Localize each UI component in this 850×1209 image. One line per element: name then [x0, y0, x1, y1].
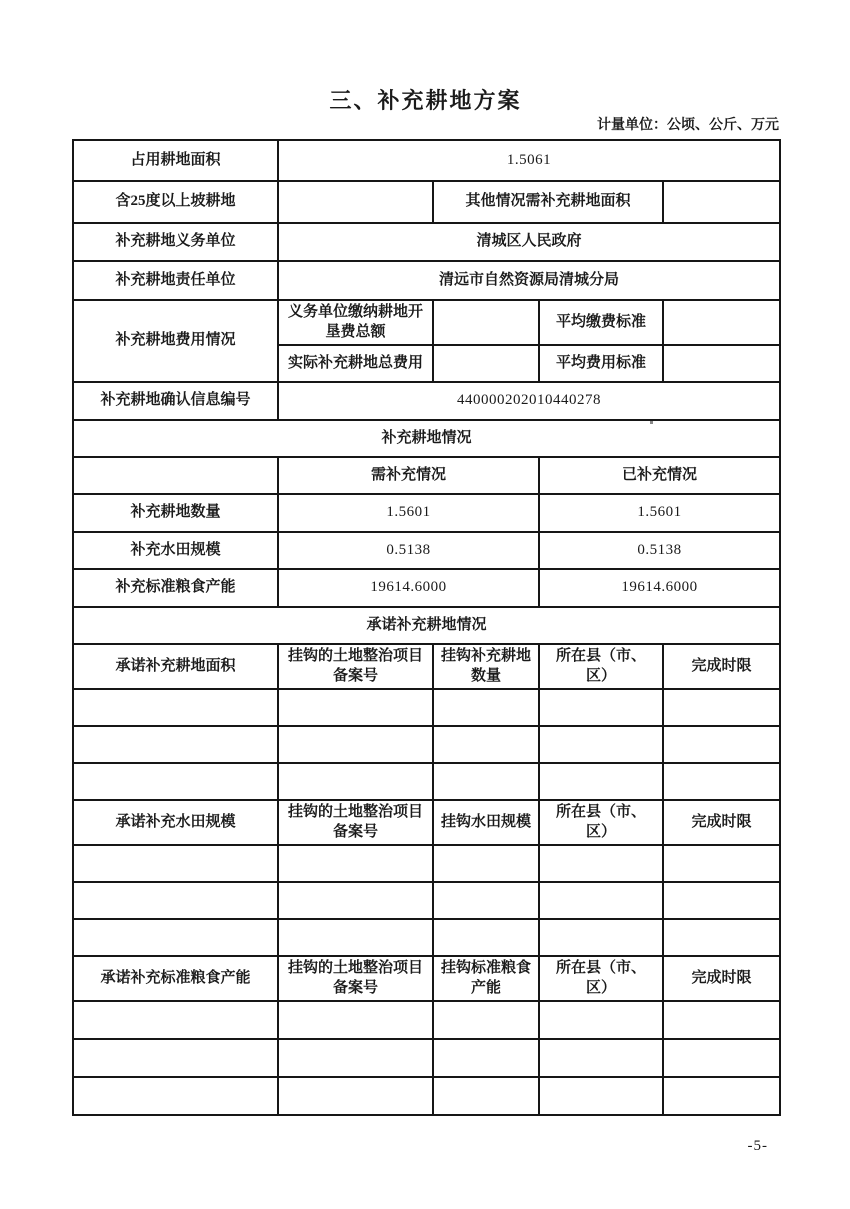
empty-cell — [73, 457, 278, 494]
empty-cell — [433, 919, 539, 956]
empty-cell — [433, 882, 539, 919]
table-row — [73, 140, 780, 181]
table-row — [73, 223, 780, 261]
empty-cell — [539, 689, 663, 726]
other-area-label: 其他情况需补充耕地面积 — [433, 181, 663, 223]
empty-cell — [433, 1077, 539, 1115]
occupied-area-value: 1.5061 — [278, 140, 780, 181]
table-row — [73, 726, 780, 763]
deadline-header: 完成时限 — [663, 800, 780, 845]
table-row — [73, 882, 780, 919]
table-row — [73, 919, 780, 956]
county-header: 所在县（市、区） — [539, 800, 663, 845]
empty-cell — [73, 1001, 278, 1039]
table-row — [73, 300, 780, 345]
obligation-unit-value: 清城区人民政府 — [278, 223, 780, 261]
county-header: 所在县（市、区） — [539, 956, 663, 1001]
linked-grain-capacity-header: 挂钩标准粮食产能 — [433, 956, 539, 1001]
empty-cell — [433, 845, 539, 882]
empty-cell — [539, 1039, 663, 1077]
actual-fee-total-value-cell — [433, 345, 539, 382]
empty-cell — [278, 882, 433, 919]
land-quantity-label: 补充耕地数量 — [73, 494, 278, 532]
empty-cell — [539, 919, 663, 956]
slope-land-label: 含25度以上坡耕地 — [73, 181, 278, 223]
avg-cost-standard-label: 平均费用标准 — [539, 345, 663, 382]
paddy-scale-done-value: 0.5138 — [539, 532, 780, 569]
done-supplement-header: 已补充情况 — [539, 457, 780, 494]
fee-section-label: 补充耕地费用情况 — [73, 300, 278, 382]
deadline-header: 完成时限 — [663, 644, 780, 689]
table-row — [73, 382, 780, 420]
empty-cell — [539, 882, 663, 919]
table-row — [73, 800, 780, 845]
empty-cell — [73, 763, 278, 800]
confirmation-number-value: 440000202010440278 — [278, 382, 780, 420]
empty-cell — [73, 689, 278, 726]
paddy-scale-need-value: 0.5138 — [278, 532, 539, 569]
empty-cell — [539, 1001, 663, 1039]
commitment-grain-label: 承诺补充标准粮食产能 — [73, 956, 278, 1001]
table-row — [73, 181, 780, 223]
land-quantity-done-value: 1.5601 — [539, 494, 780, 532]
table-row — [73, 1039, 780, 1077]
table-row — [73, 494, 780, 532]
empty-cell — [73, 726, 278, 763]
empty-cell — [73, 1077, 278, 1115]
empty-cell — [73, 845, 278, 882]
paddy-scale-label: 补充水田规模 — [73, 532, 278, 569]
confirmation-number-label: 补充耕地确认信息编号 — [73, 382, 278, 420]
empty-cell — [539, 1077, 663, 1115]
responsible-unit-label: 补充耕地责任单位 — [73, 261, 278, 300]
empty-cell — [278, 726, 433, 763]
need-supplement-header: 需补充情况 — [278, 457, 539, 494]
supplementary-land-form-table — [72, 139, 781, 1116]
empty-cell — [663, 845, 780, 882]
empty-cell — [539, 845, 663, 882]
commitment-section-header: 承诺补充耕地情况 — [73, 607, 780, 644]
empty-cell — [539, 726, 663, 763]
avg-payment-standard-value-cell — [663, 300, 780, 345]
empty-cell — [663, 689, 780, 726]
county-header: 所在县（市、区） — [539, 644, 663, 689]
slope-land-value-cell — [278, 181, 433, 223]
empty-cell — [663, 1001, 780, 1039]
empty-cell — [73, 919, 278, 956]
table-row — [73, 956, 780, 1001]
empty-cell — [73, 1039, 278, 1077]
other-area-value-cell — [663, 181, 780, 223]
empty-cell — [278, 919, 433, 956]
actual-fee-total-label: 实际补充耕地总费用 — [278, 345, 433, 382]
table-row — [73, 420, 780, 457]
fee-paid-total-value-cell — [433, 300, 539, 345]
empty-cell — [433, 1001, 539, 1039]
avg-payment-standard-label: 平均缴费标准 — [539, 300, 663, 345]
grain-capacity-done-value: 19614.6000 — [539, 569, 780, 607]
situation-section-header: 补充耕地情况 — [73, 420, 780, 457]
table-row — [73, 644, 780, 689]
table-row — [73, 763, 780, 800]
empty-cell — [663, 919, 780, 956]
table-row — [73, 532, 780, 569]
obligation-unit-label: 补充耕地义务单位 — [73, 223, 278, 261]
table-row — [73, 1001, 780, 1039]
commitment-paddy-label: 承诺补充水田规模 — [73, 800, 278, 845]
table-row — [73, 607, 780, 644]
deadline-header: 完成时限 — [663, 956, 780, 1001]
page-title: 三、补充耕地方案 — [329, 88, 522, 113]
empty-cell — [73, 882, 278, 919]
table-row — [73, 1077, 780, 1115]
commitment-area-label: 承诺补充耕地面积 — [73, 644, 278, 689]
table-row — [73, 457, 780, 494]
empty-cell — [278, 845, 433, 882]
table-row — [73, 689, 780, 726]
empty-cell — [663, 1039, 780, 1077]
linked-paddy-scale-header: 挂钩水田规模 — [433, 800, 539, 845]
scan-artifact-dot — [650, 421, 653, 424]
page-number: -5- — [747, 1138, 768, 1154]
measurement-unit-note: 计量单位：公顷、公斤、万元 — [597, 118, 779, 133]
linked-land-quantity-header: 挂钩补充耕地数量 — [433, 644, 539, 689]
empty-cell — [433, 1039, 539, 1077]
project-record-number-header: 挂钩的土地整治项目备案号 — [278, 956, 433, 1001]
grain-capacity-label: 补充标准粮食产能 — [73, 569, 278, 607]
empty-cell — [433, 689, 539, 726]
responsible-unit-value: 清远市自然资源局清城分局 — [278, 261, 780, 300]
fee-paid-total-label: 义务单位缴纳耕地开垦费总额 — [278, 300, 433, 345]
empty-cell — [278, 1001, 433, 1039]
empty-cell — [663, 726, 780, 763]
project-record-number-header: 挂钩的土地整治项目备案号 — [278, 644, 433, 689]
project-record-number-header: 挂钩的土地整治项目备案号 — [278, 800, 433, 845]
empty-cell — [433, 763, 539, 800]
table-row — [73, 261, 780, 300]
empty-cell — [539, 763, 663, 800]
empty-cell — [278, 1039, 433, 1077]
table-row — [73, 845, 780, 882]
table-row — [73, 569, 780, 607]
avg-cost-standard-value-cell — [663, 345, 780, 382]
empty-cell — [278, 1077, 433, 1115]
empty-cell — [663, 882, 780, 919]
occupied-area-label: 占用耕地面积 — [73, 140, 278, 181]
empty-cell — [663, 1077, 780, 1115]
empty-cell — [278, 763, 433, 800]
grain-capacity-need-value: 19614.6000 — [278, 569, 539, 607]
empty-cell — [433, 726, 539, 763]
empty-cell — [663, 763, 780, 800]
empty-cell — [278, 689, 433, 726]
land-quantity-need-value: 1.5601 — [278, 494, 539, 532]
